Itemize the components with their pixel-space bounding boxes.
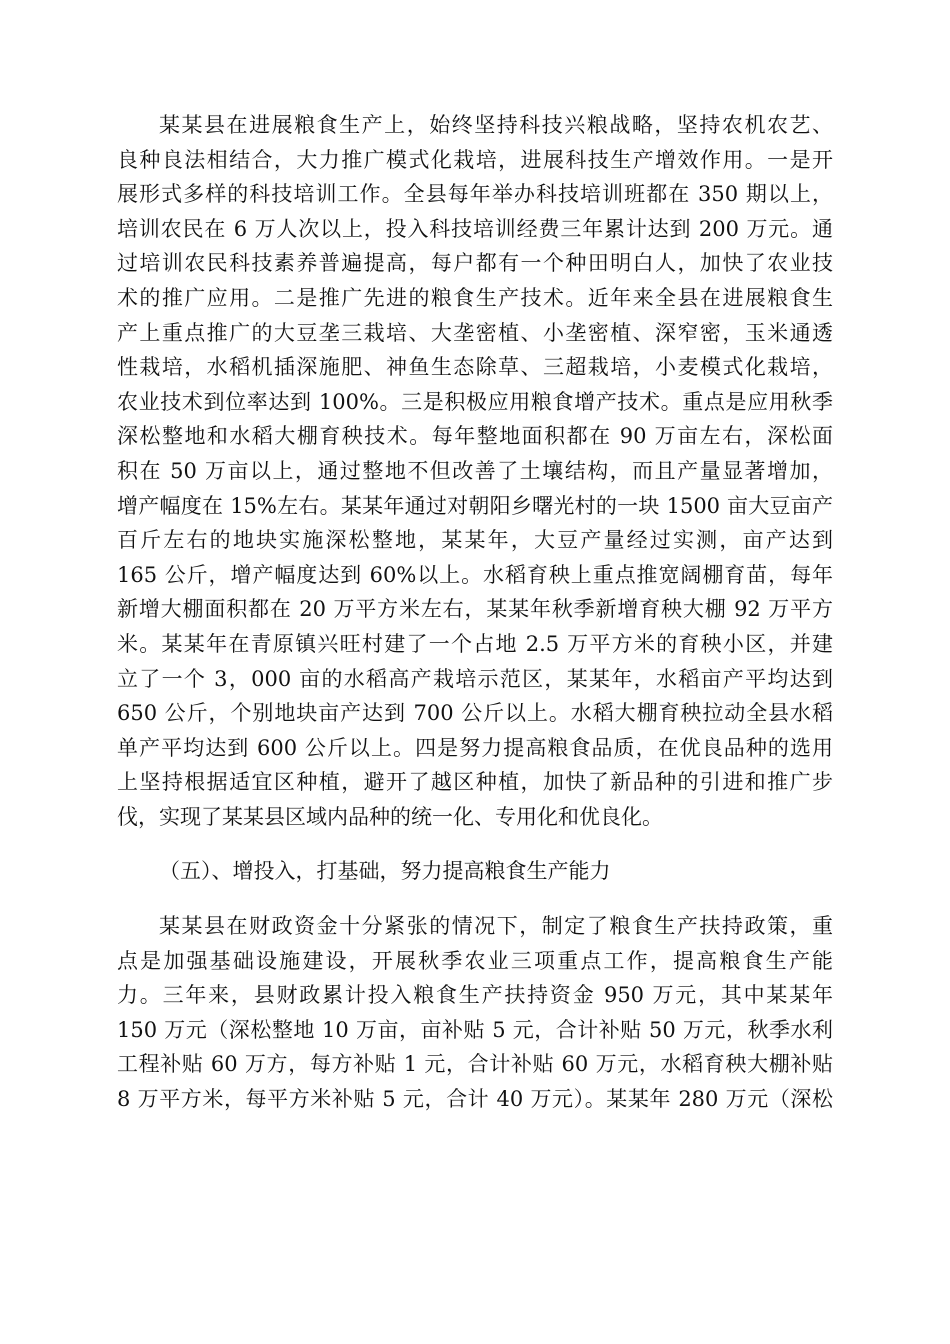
paragraph-2 (117, 909, 833, 1117)
paragraph-1 (117, 108, 833, 834)
text-line: 百斤左右的地块实施深松整地，某某年，大豆产量经过实测，亩产达到 (117, 528, 833, 553)
text-line: 力。三年来，县财政累计投入粮食生产扶持资金 950 万元，其中某某年 (117, 983, 833, 1008)
text-line: 某某县在进展粮食生产上，始终坚持科技兴粮战略，坚持农机农艺、 (159, 113, 833, 137)
text-line: 点是加强基础设施建设，开展秋季农业三项重点工作，提高粮食生产能 (117, 948, 833, 973)
text-line: 展形式多样的科技培训工作。全县每年举办科技培训班都在 350 期以上， (117, 182, 833, 207)
text-line: 积在 50 万亩以上，通过整地不但改善了土壤结构，而且产量显著增加， (117, 458, 833, 483)
text-line: 米。某某年在青原镇兴旺村建了一个占地 2.5 万平方米的育秧小区，并建 (117, 631, 833, 656)
text-line: 165 公斤，增产幅度达到 60%以上。水稻育秧上重点推宽阔棚育苗，每年 (117, 562, 833, 587)
text-line: 650 公斤，个别地块亩产达到 700 公斤以上。水稻大棚育秧拉动全县水稻 (117, 701, 833, 726)
text-line: 某某县在财政资金十分紧张的情况下，制定了粮食生产扶持政策，重 (159, 914, 833, 939)
text-line: 产上重点推广的大豆垄三栽培、大垄密植、小垄密植、深窄密，玉米通透 (117, 320, 833, 345)
text-line: 上坚持根据适宜区种植，避开了越区种植，加快了新品种的引进和推广步 (117, 770, 833, 795)
text-line: 培训农民在 6 万人次以上，投入科技培训经费三年累计达到 200 万元。通 (117, 216, 833, 241)
text-line: 深松整地和水稻大棚育秧技术。每年整地面积都在 90 万亩左右，深松面 (117, 424, 833, 449)
text-line: 良种良法相结合，大力推广模式化栽培，进展科技生产增效作用。一是开 (117, 147, 833, 172)
text-line: 性栽培，水稻机插深施肥、神鱼生态除草、三超栽培，小麦模式化栽培， (117, 355, 833, 380)
text-line: 过培训农民科技素养普遍提高，每户都有一个种田明白人，加快了农业技 (117, 251, 833, 276)
text-line: 150 万元（深松整地 10 万亩，亩补贴 5 元，合计补贴 50 万元，秋季水利 (117, 1017, 833, 1042)
section-heading: （五）、增投入，打基础，努力提高粮食生产能力 (159, 859, 611, 884)
text-line: 工程补贴 60 万方，每方补贴 1 元，合计补贴 60 万元，水稻育秧大棚补贴 (117, 1052, 833, 1077)
text-line: 农业技术到位率达到 100%。三是积极应用粮食增产技术。重点是应用秋季 (117, 389, 833, 414)
document-body (117, 108, 833, 1117)
paragraph-spacing (117, 889, 833, 909)
text-line: 新增大棚面积都在 20 万平方米左右，某某年秋季新增育秧大棚 92 万平方 (117, 597, 833, 622)
text-line: 8 万平方米，每平方米补贴 5 元，合计 40 万元）。某某年 280 万元（深松 (117, 1087, 833, 1112)
text-line: 立了一个 3，000 亩的水稻高产栽培示范区，某某年，水稻亩产平均达到 (117, 666, 833, 691)
paragraph-spacing (117, 834, 833, 854)
text-line: 增产幅度在 15%左右。某某年通过对朝阳乡曙光村的一块 1500 亩大豆亩产 (117, 493, 833, 518)
text-line: 伐，实现了某某县区域内品种的统一化、专用化和优良化。 (117, 804, 663, 829)
text-line: 单产平均达到 600 公斤以上。四是努力提高粮食品质，在优良品种的选用 (117, 735, 833, 760)
text-line: 术的推广应用。二是推广先进的粮食生产技术。近年来全县在进展粮食生 (117, 285, 833, 310)
